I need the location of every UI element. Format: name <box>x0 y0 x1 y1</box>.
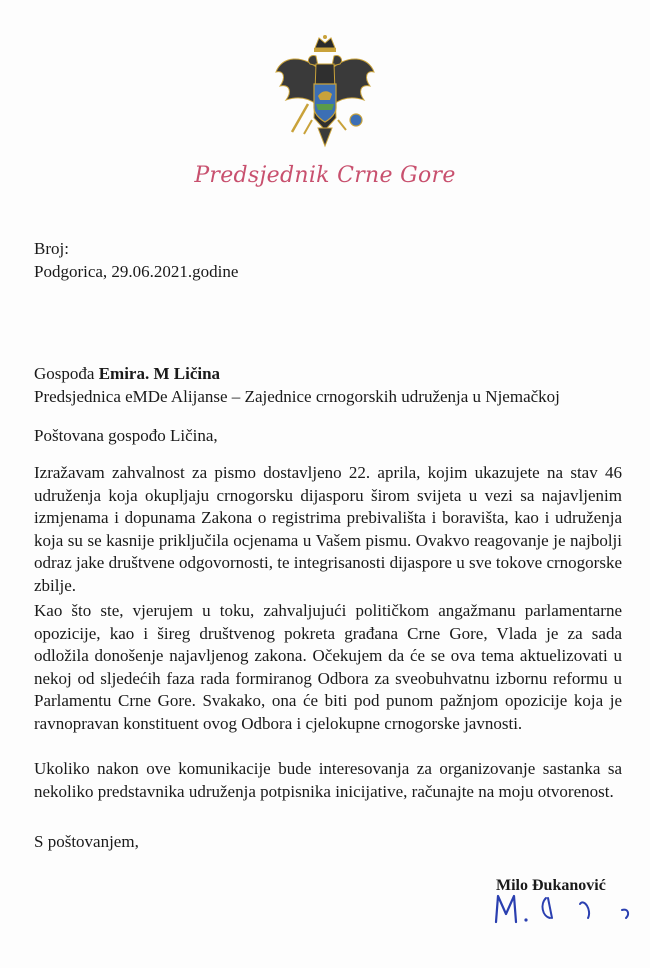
letter-meta <box>34 237 238 283</box>
office-title: Predsjednik Crne Gore <box>194 163 456 188</box>
addressee-name: Emira. M Ličina <box>98 364 221 383</box>
reference-number-label: Broj: <box>34 239 69 258</box>
addressee-line <box>34 362 624 385</box>
body-paragraph-1: Izražavam zahvalnost za pismo dostavljeno 22. aprila, kojim ukazujete na stav 46 udruženja koja okupljaju crnogorsku dijasporu širom svijeta u vezi sa najavljenim izmjenama i dopunama Zakona o registrima prebivališta i boravišta, kao i udruženja koja su se kasnije priključila ocjenama u Vašem pismu. Ovakvo reagovanje je najbolji odraz jake društvene odgovornosti, te integrisanosti dijaspore u sve tokove crnogorske zbilje. <box>34 463 622 595</box>
addressee-prefix: Gospođa <box>34 364 99 383</box>
salutation: Poštovana gospođo Ličina, <box>34 426 218 445</box>
body-paragraph-3: Ukoliko nakon ove komunikacije bude interesovanja za organizovanje sastanka sa nekoliko predstavnika udruženja potpisnika inicijative, računajte na moju otvorenost. <box>34 759 622 801</box>
addressee-role: Predsjednica eMDe Alijanse – Zajednice crnogorskih udruženja u Njemačkoj <box>34 387 560 406</box>
body-paragraph-2: Kao što ste, vjerujem u toku, zahvaljujući političkom angažmanu parlamentarne opozicije, kao i šireg društvenog pokreta građana Crne Gore, Vlada je za sada odložila donošenje najavljenog zakona. Očekujem da će se ova tema aktuelizovati u nekoj od sljedećih faza rada formiranog Odbora za sveobuhvatnu izbornu reformu u Parlamentu Crne Gore. Svakako, ona će biti pod punom pažnjom opozicije koja je ravnopravan konstituent ovog Odbora i cjelokupne crnogorske javnosti. <box>34 601 622 733</box>
handwritten-signature <box>488 888 638 928</box>
montenegro-coat-of-arms-icon <box>272 34 378 150</box>
addressee-block <box>34 362 624 408</box>
place-date: Podgorica, 29.06.2021.godine <box>34 262 239 281</box>
signer-name: Milo Đukanović <box>496 877 606 894</box>
closing-phrase: S poštovanjem, <box>34 832 139 851</box>
